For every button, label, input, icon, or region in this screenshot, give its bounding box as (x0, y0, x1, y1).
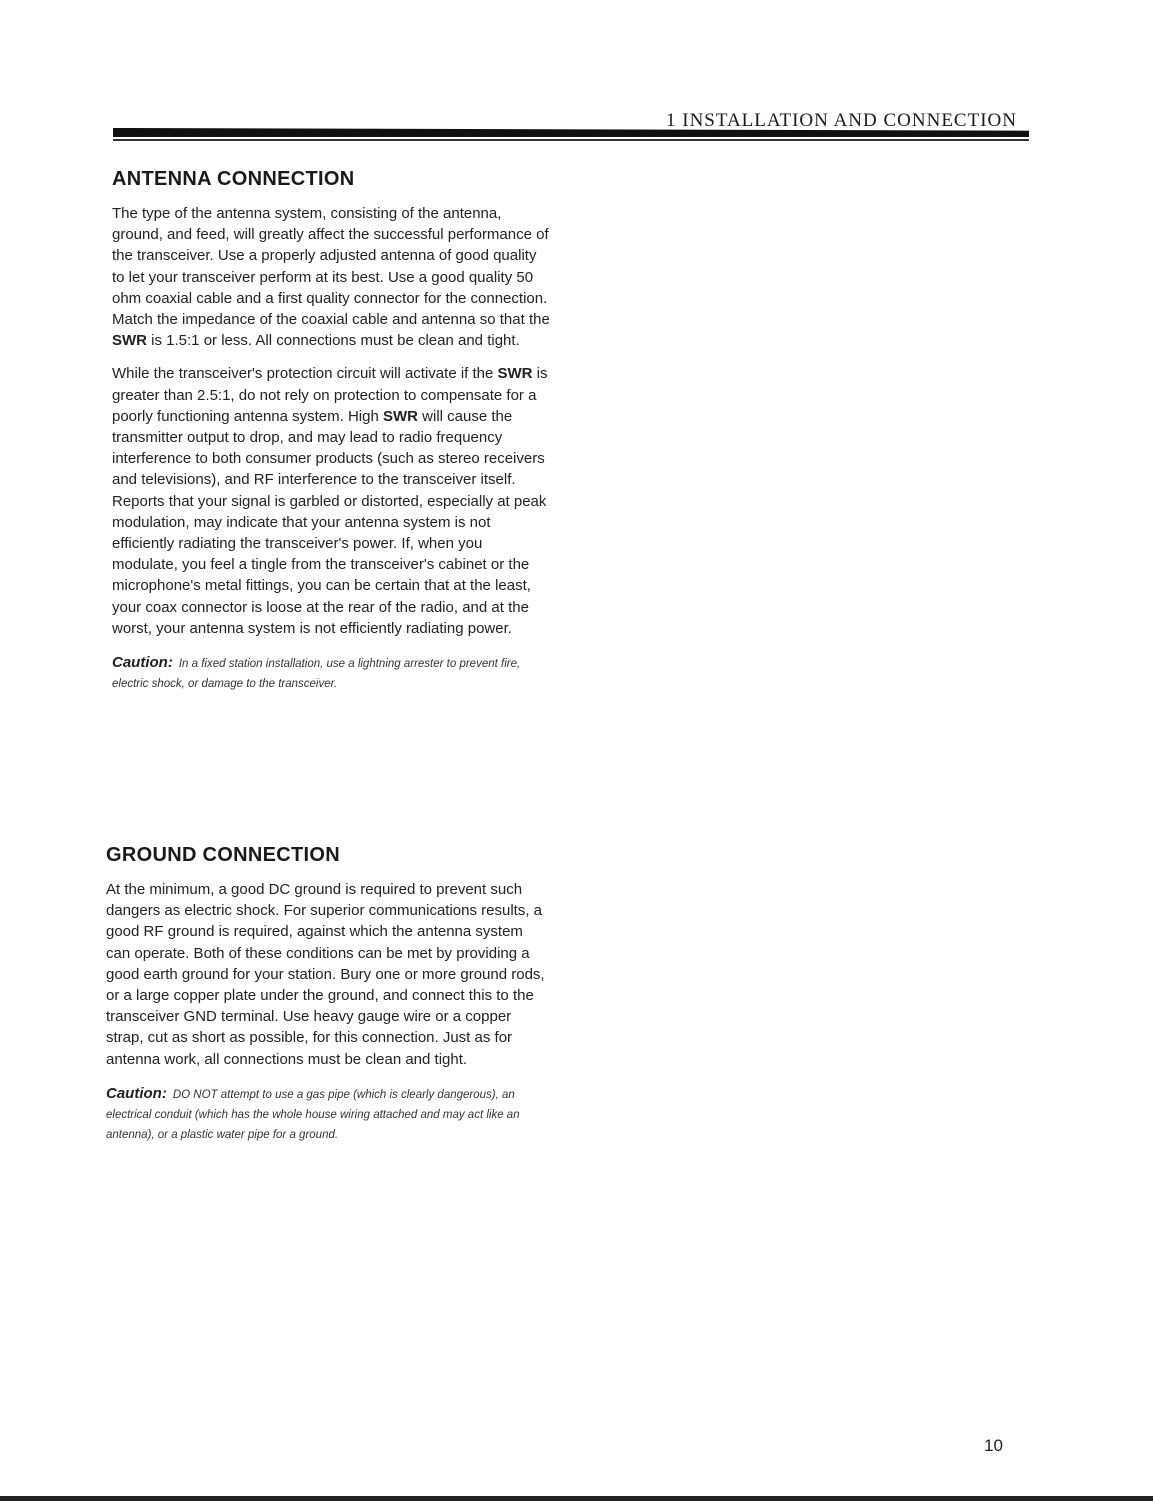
ground-connection-section (106, 844, 546, 1145)
page-number: 10 (984, 1436, 1003, 1455)
ground-paragraph-1: At the minimum, a good DC ground is required to prevent such dangers as electric shock. For superior communications results, a good RF ground is required, against which the antenna system can operate. Both of these conditions can be met by providing a good earth ground for your station. Bury one or more ground rods, or a large copper plate under the ground, and connect this to the transceiver GND terminal. Use heavy gauge wire or a copper strap, cut as short as possible, for this connection. Just as for antenna work, all connections must be clean and tight. (106, 881, 545, 1068)
antenna-paragraph-1: The type of the antenna system, consisting of the antenna, ground, and feed, will greatly affect the successful performance of the transceiver. Use a properly adjusted antenna of good quality to let your transceiver perform at its best. Use a good quality 50 ohm coaxial cable and a first quality connector for the connection. Match the impedance of the coaxial cable and antenna so that the SWR is 1.5:1 or less. All connections must be clean and tight. (112, 205, 550, 350)
header-rule-thin (113, 139, 1029, 141)
page-header-title: 1 INSTALLATION AND CONNECTION (666, 110, 1017, 131)
caution-label: Caution: (112, 654, 173, 672)
ground-caution (106, 1084, 546, 1145)
antenna-connection-section (112, 168, 552, 694)
swr-term: SWR (112, 332, 147, 350)
caution-text: In a fixed station installation, use a lightning arrester to prevent fire, electric shock, or damage to the transceiver. (112, 658, 521, 691)
antenna-paragraph-2: While the transceiver's protection circuit will activate if the SWR is greater than 2.5:1, do not rely on protection to compensate for a poorly functioning antenna system. High SWR will cause the transmitter output to drop, and may lead to radio frequency interference to both consumer products (such as stereo receivers and televisions), and RF interference to the transceiver itself. Reports that your signal is garbled or distorted, especially at peak modulation, may indicate that your antenna system is not efficiently radiating the transceiver's power. If, when you modulate, you feel a tingle from the transceiver's cabinet or the microphone's metal fittings, you can be certain that at the least, your coax connector is loose at the rear of the radio, and at the worst, your antenna system is not efficiently radiating power. (112, 365, 548, 637)
caution-text: DO NOT attempt to use a gas pipe (which is clearly dangerous), an electrical conduit (which has the whole house wiring attached and may act like an antenna), or a plastic water pipe for a ground. (106, 1088, 520, 1141)
ground-connection-heading: GROUND CONNECTION (106, 844, 340, 866)
antenna-connection-heading: ANTENNA CONNECTION (112, 168, 355, 190)
footer-rule (0, 1496, 1153, 1501)
caution-label: Caution: (106, 1084, 167, 1102)
swr-term: SWR (383, 407, 418, 425)
antenna-caution (112, 653, 552, 694)
swr-term: SWR (497, 365, 533, 383)
